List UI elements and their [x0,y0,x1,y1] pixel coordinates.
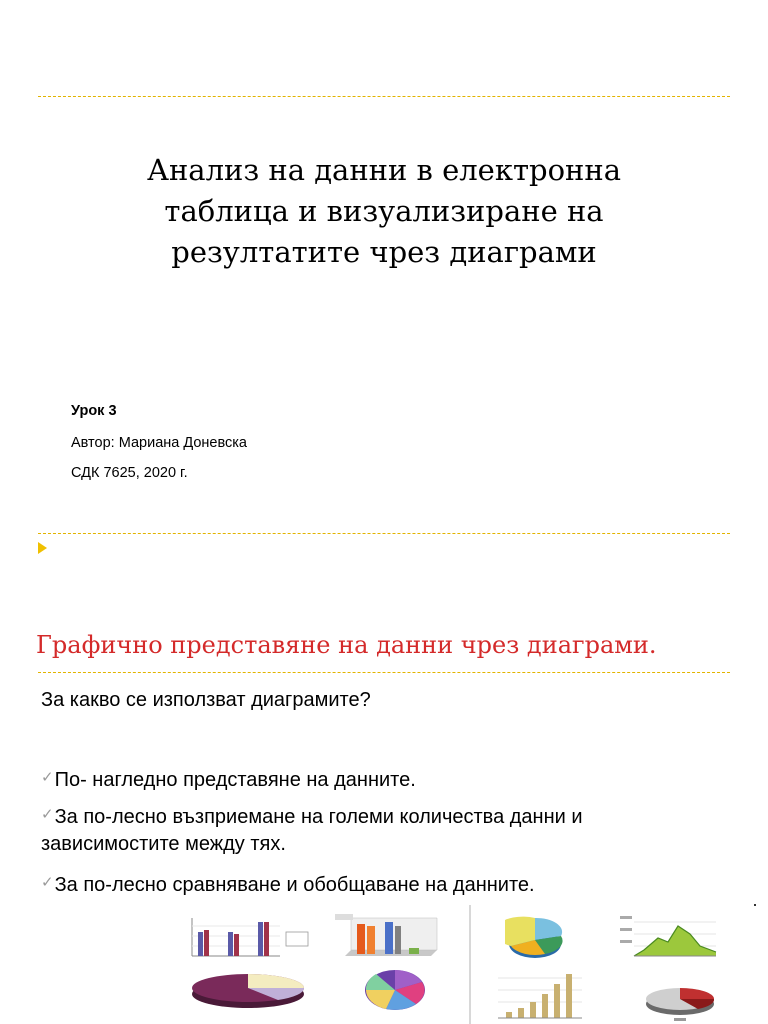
list-item-text: За по-лесно възприемане на големи количества данни и [54,806,583,828]
area-chart-thumbnail [620,912,720,962]
list-item-text: зависимостите между тях. [41,833,286,855]
title-line-3: резултатите чрез диаграми [171,235,597,269]
bar-chart-3d-thumbnail [335,912,445,964]
check-icon: ✓ [41,874,54,891]
corner-dot [754,904,756,906]
list-item-continuation [41,830,286,859]
play-bullet-icon [38,542,47,554]
list-item-text: По- нагледно представяне на данните. [54,769,416,791]
thumbnail-divider [469,905,471,1024]
donut-chart-thumbnail [186,970,312,1010]
slide-divider-middle [38,533,730,534]
pie-chart-multi-thumbnail [362,966,428,1012]
list-item [41,800,583,832]
bar-chart-thumbnail [180,914,312,964]
slide-divider-top [38,96,730,97]
check-icon: ✓ [41,769,54,786]
sdk-label: СДК 7625, 2020 г. [71,465,188,481]
slide-title [60,150,708,273]
title-line-1: Анализ на данни в електронна [147,153,621,187]
list-item [41,763,416,795]
pie-chart-thumbnail [505,914,565,964]
column-chart-thumbnail [490,968,586,1022]
section-title: Графично представяне на данни чрез диаграми. [36,631,657,659]
list-item-text: За по-лесно сравняване и обобщаване на данните. [54,874,535,896]
question-text: За какво се използват диаграмите? [41,689,371,711]
check-icon: ✓ [41,806,54,823]
slide-divider-lower [38,672,730,673]
list-item [41,868,535,900]
pie-chart-3d-thumbnail [640,982,720,1024]
author-label: Автор: Мариана Доневска [71,435,247,451]
title-line-2: таблица и визуализиране на [164,194,604,228]
lesson-label: Урок 3 [71,403,117,419]
